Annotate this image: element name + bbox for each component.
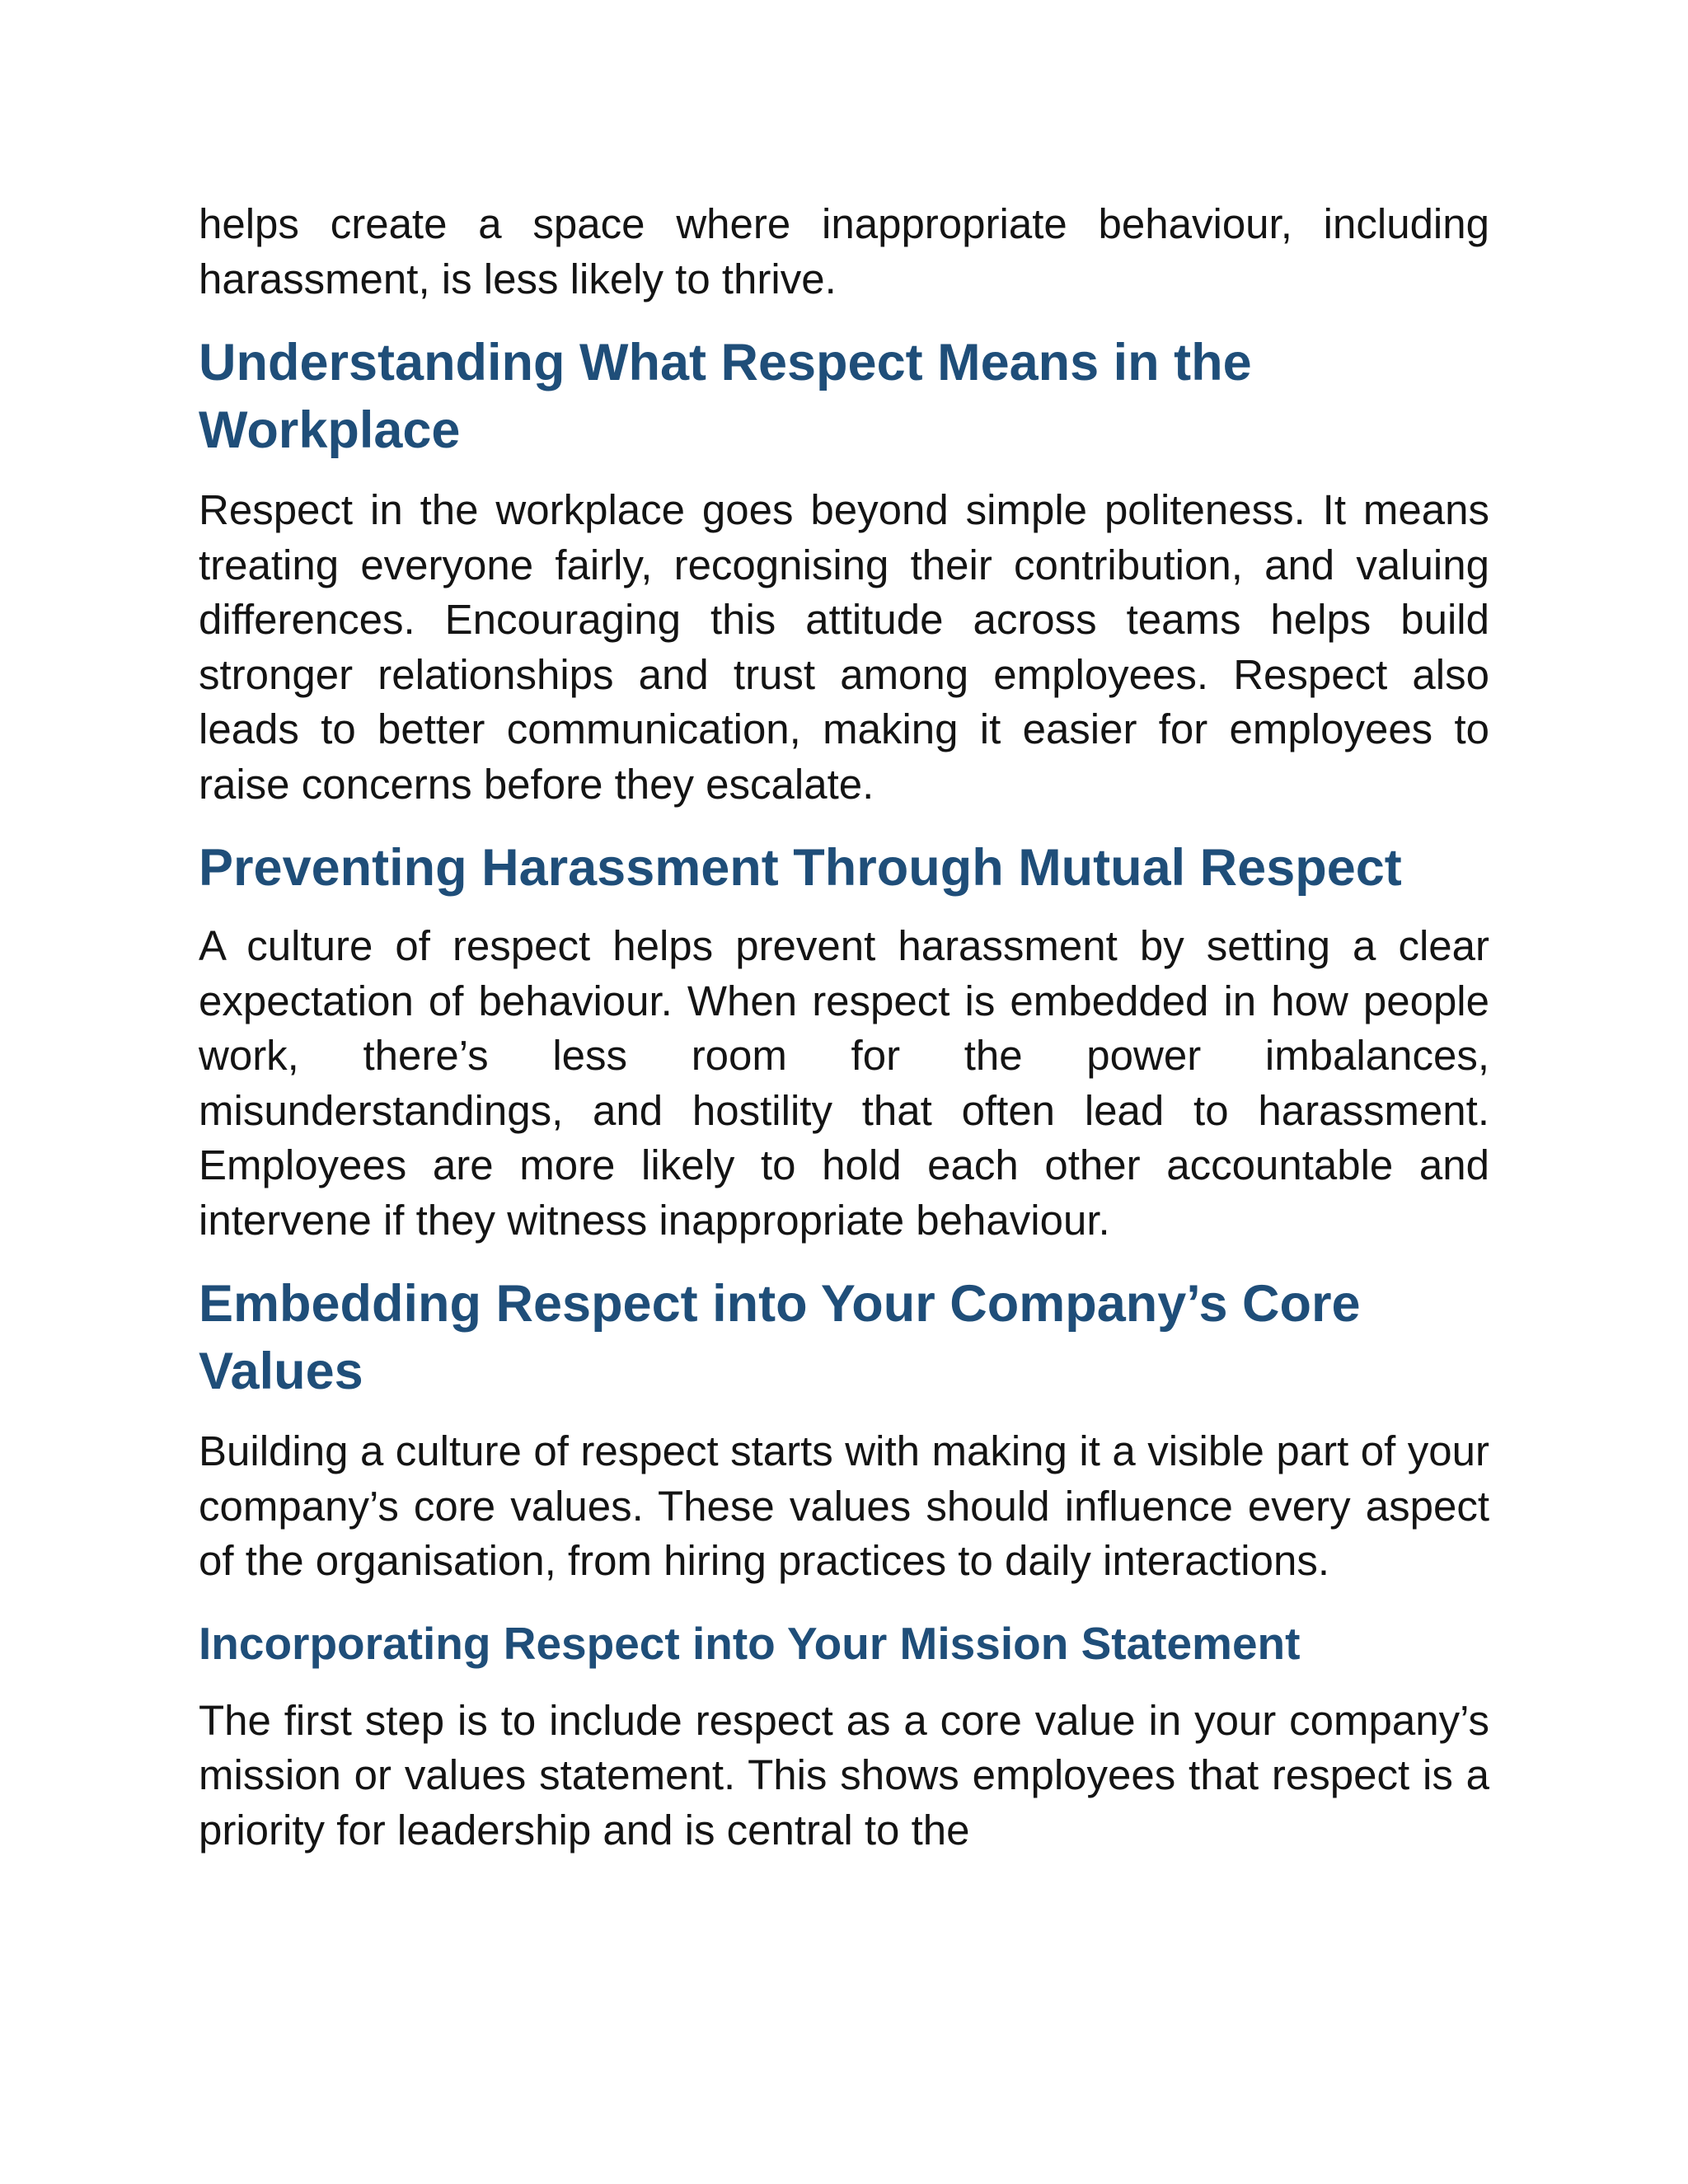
paragraph-respect-in-workplace: Respect in the workplace goes beyond simple politeness. It means treating everyone fairly, recognising their contribution, and valuing differences. Encouraging this attitude across teams helps build stronger relationships and trust among employees. Respect also leads to better communication, making it easier for employees to raise concerns before they escalate.	[199, 486, 1489, 808]
heading-preventing-harassment: Preventing Harassment Through Mutual Respect	[199, 839, 1402, 897]
paragraph-continuation: helps create a space where inappropriate behaviour, including harassment, is less likely to thrive.	[199, 200, 1489, 302]
paragraph-first-step: The first step is to include respect as a core value in your company’s mission or values statement. This shows employees that respect is a priority for leadership and is central to the	[199, 1696, 1489, 1854]
paragraph-building-culture: Building a culture of respect starts with making it a visible part of your company’s core values. These values should influence every aspect of the organisation, from hiring practices to daily interactions.	[199, 1427, 1489, 1584]
heading-embedding-respect: Embedding Respect into Your Company’s Core Values	[199, 1275, 1361, 1400]
heading-understanding-respect: Understanding What Respect Means in the Workplace	[199, 334, 1252, 459]
paragraph-culture-of-respect: A culture of respect helps prevent harassment by setting a clear expectation of behaviour. When respect is embedded in how people work, there’s less room for the power imbalances, misunderstandings, and hostility that often lead to harassment. Employees are more likely to hold each other accountable and intervene if they witness inappropriate behaviour.	[199, 922, 1489, 1244]
subheading-mission-statement: Incorporating Respect into Your Mission Statement	[199, 1617, 1301, 1669]
document-body	[199, 197, 1489, 1858]
